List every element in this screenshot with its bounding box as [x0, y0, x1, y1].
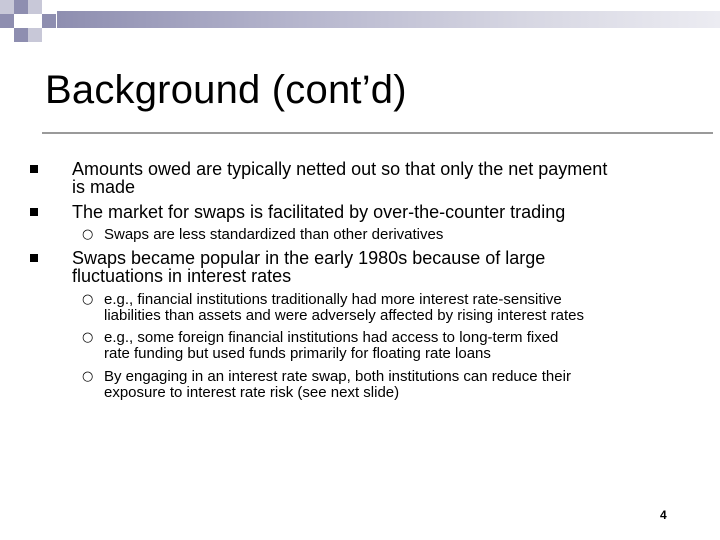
decor-square: [14, 0, 28, 14]
title-divider: [42, 132, 713, 134]
decor-square: [42, 14, 56, 28]
square-bullet-icon: [30, 165, 38, 173]
bullet-item: [72, 249, 545, 285]
decor-square: [28, 28, 42, 42]
hollow-circle-bullet-icon: ○: [82, 330, 94, 345]
bullet-line: The market for swaps is facilitated by over-the-counter trading: [72, 202, 566, 222]
sub-bullet-item: [82, 226, 444, 243]
sub-bullet-line: e.g., some foreign financial institutions had access to long-term fixed: [104, 329, 559, 346]
sub-bullet-item: [82, 291, 584, 324]
bullet-item: [72, 203, 565, 221]
square-bullet-icon: [30, 208, 38, 216]
hollow-circle-bullet-icon: ○: [82, 292, 94, 307]
corner-decoration: [0, 0, 60, 42]
hollow-circle-bullet-icon: ○: [82, 369, 94, 384]
hollow-circle-bullet-icon: ○: [82, 227, 94, 242]
sub-bullet-line: rate funding but used funds primarily for floating rate loans: [104, 345, 491, 362]
square-bullet-icon: [30, 254, 38, 262]
sub-bullet-line: liabilities than assets and were adversely affected by rising interest rates: [104, 307, 584, 324]
bullet-line: fluctuations in interest rates: [72, 266, 292, 286]
slide-title: Background (cont’d): [45, 68, 407, 112]
sub-bullet-item: [82, 368, 571, 401]
sub-bullet-line: exposure to interest rate risk (see next slide): [104, 384, 400, 401]
page-number: 4: [660, 508, 667, 522]
bullet-line: Swaps became popular in the early 1980s because of large: [72, 248, 546, 268]
bullet-line: Amounts owed are typically netted out so that only the net payment: [72, 159, 608, 179]
bullet-line: is made: [72, 177, 136, 197]
sub-bullet-line: Swaps are less standardized than other derivatives: [104, 226, 444, 243]
sub-bullet-item: [82, 329, 559, 362]
decor-square: [0, 14, 14, 28]
sub-bullet-line: By engaging in an interest rate swap, both institutions can reduce their: [104, 368, 571, 385]
header-band: [57, 11, 720, 28]
decor-square: [28, 0, 42, 14]
bullet-item: [72, 160, 607, 196]
decor-square: [14, 14, 28, 28]
decor-square: [14, 28, 28, 42]
decor-square: [0, 0, 14, 14]
sub-bullet-line: e.g., financial institutions traditionally had more interest rate-sensitive: [104, 291, 562, 308]
